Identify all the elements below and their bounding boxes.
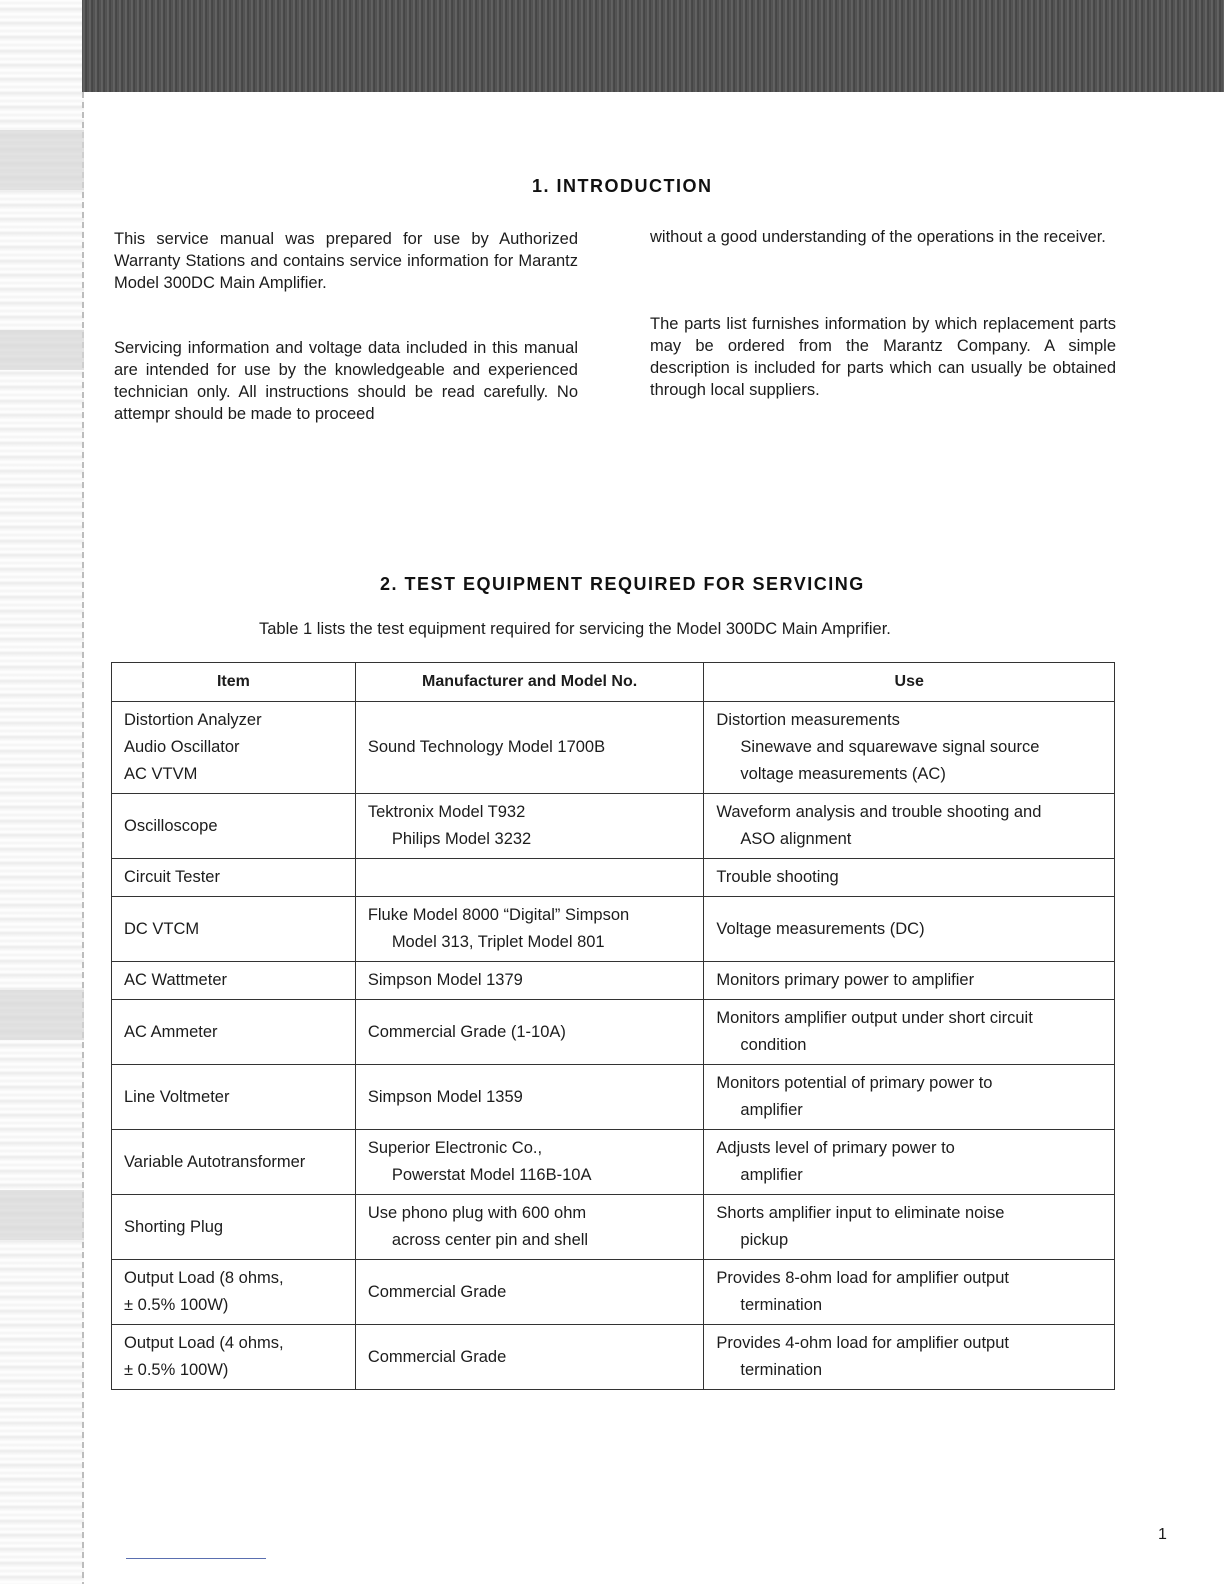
table-row — [112, 1260, 1115, 1325]
item-cell-line: AC Ammeter — [124, 1022, 218, 1041]
column-header-use: Use — [704, 663, 1115, 702]
manufacturer-cell-line: Powerstat Model 116B-10A — [391, 1166, 592, 1184]
item-cell-line: Variable Autotransformer — [124, 1152, 306, 1171]
manufacturer-cell-line: Fluke Model 8000 “Digital” Simpson — [367, 906, 630, 924]
test-equipment-heading: 2. TEST EQUIPMENT REQUIRED FOR SERVICING — [380, 574, 865, 594]
manufacturer-cell — [355, 1195, 704, 1260]
use-cell-line: voltage measurements (AC) — [740, 765, 946, 783]
table-row — [112, 1065, 1115, 1130]
use-cell — [704, 1065, 1115, 1130]
test-equipment-table — [111, 662, 1115, 1390]
manufacturer-cell — [355, 1065, 704, 1130]
scan-smudge — [0, 1190, 84, 1240]
use-cell-line: Voltage measurements (DC) — [716, 919, 925, 938]
item-cell — [112, 1000, 356, 1065]
use-cell-line: Provides 8-ohm load for amplifier output — [716, 1269, 1009, 1287]
manufacturer-cell-line: Model 313, Triplet Model 801 — [391, 933, 605, 951]
item-cell-line: Circuit Tester — [124, 868, 220, 886]
use-cell — [704, 1325, 1115, 1390]
item-cell — [112, 794, 356, 859]
item-cell-line: ± 0.5% 100W) — [124, 1296, 229, 1314]
manufacturer-cell-line: Commercial Grade — [367, 1282, 507, 1301]
item-cell-line: AC VTVM — [124, 765, 198, 783]
scan-smudge — [0, 130, 84, 190]
table-row — [112, 794, 1115, 859]
manufacturer-cell — [355, 962, 704, 1000]
item-cell — [112, 1260, 356, 1325]
intro-left-paragraph-1: This service manual was prepared for use by Authorized Warranty Stations and contains service information for Marantz Model 300DC Main Amplifier. — [114, 230, 578, 292]
item-cell — [112, 859, 356, 897]
use-cell — [704, 897, 1115, 962]
use-cell-line: amplifier — [740, 1101, 803, 1119]
use-cell — [704, 962, 1115, 1000]
use-cell-line: Adjusts level of primary power to — [716, 1139, 955, 1157]
use-cell-line: termination — [740, 1296, 823, 1314]
use-cell-line: termination — [740, 1361, 823, 1379]
manufacturer-cell-line: Sound Technology Model 1700B — [367, 738, 606, 756]
manufacturer-cell — [355, 794, 704, 859]
manufacturer-cell-line: Commercial Grade — [367, 1347, 507, 1366]
manufacturer-cell — [355, 1000, 704, 1065]
manufacturer-cell — [355, 897, 704, 962]
item-cell-line: Line Voltmeter — [124, 1087, 230, 1106]
item-cell-line: AC Wattmeter — [124, 971, 227, 989]
item-cell-line: Oscilloscope — [124, 816, 218, 835]
use-cell-line: condition — [740, 1036, 807, 1054]
manufacturer-cell-line: Simpson Model 1359 — [367, 1087, 523, 1106]
table-row — [112, 1195, 1115, 1260]
item-cell-line: Shorting Plug — [124, 1217, 224, 1236]
manufacturer-cell-line: Simpson Model 1379 — [367, 971, 523, 989]
intro-left-paragraph-2: Servicing information and voltage data included in this manual are intended for use by the knowledgeable and experienced technician only. All instructions should be read carefully. No attempr should be made to proceed — [114, 339, 578, 423]
scan-smudge — [0, 990, 84, 1040]
scan-left-margin — [0, 0, 84, 1584]
item-cell — [112, 702, 356, 794]
table-row — [112, 859, 1115, 897]
use-cell — [704, 1130, 1115, 1195]
manufacturer-cell — [355, 1260, 704, 1325]
item-cell — [112, 962, 356, 1000]
manufacturer-cell — [355, 859, 704, 897]
use-cell-line: Waveform analysis and trouble shooting and — [716, 803, 1042, 821]
use-cell-line: Shorts amplifier input to eliminate noise — [716, 1204, 1005, 1222]
table-row — [112, 1130, 1115, 1195]
use-cell-line: Provides 4-ohm load for amplifier output — [716, 1334, 1009, 1352]
table-header-row — [112, 663, 1115, 702]
item-cell-line: Distortion Analyzer — [124, 711, 262, 729]
scan-smudge — [0, 330, 84, 370]
introduction-heading: 1. INTRODUCTION — [532, 176, 713, 196]
use-cell-line: pickup — [740, 1231, 789, 1249]
table-body — [112, 702, 1115, 1390]
use-cell-line: Monitors potential of primary power to — [716, 1074, 993, 1092]
manufacturer-cell — [355, 1325, 704, 1390]
table-row — [112, 962, 1115, 1000]
item-cell — [112, 897, 356, 962]
use-cell-line: ASO alignment — [740, 830, 852, 848]
item-cell-line: Output Load (8 ohms, — [124, 1269, 284, 1287]
intro-right-paragraph-2: The parts list furnishes information by which replacement parts may be ordered from the Marantz Company. A simple description is included for parts which can usually be obtained through local suppliers. — [650, 315, 1116, 399]
intro-right-paragraph-1: without a good understanding of the operations in the receiver. — [650, 228, 1106, 246]
manufacturer-cell-line: Philips Model 3232 — [391, 830, 532, 848]
item-cell — [112, 1195, 356, 1260]
use-cell-line: Monitors primary power to amplifier — [716, 971, 975, 989]
item-cell — [112, 1325, 356, 1390]
use-cell — [704, 702, 1115, 794]
use-cell — [704, 794, 1115, 859]
use-cell — [704, 1000, 1115, 1065]
manufacturer-cell-line: Commercial Grade (1-10A) — [367, 1022, 566, 1041]
use-cell-line: Trouble shooting — [716, 868, 839, 886]
item-cell — [112, 1065, 356, 1130]
item-cell — [112, 1130, 356, 1195]
footer-rule — [126, 1558, 266, 1559]
use-cell-line: Monitors amplifier output under short circuit — [716, 1009, 1033, 1027]
table-row — [112, 1325, 1115, 1390]
manufacturer-cell-line: Use phono plug with 600 ohm — [367, 1204, 587, 1222]
table-row — [112, 702, 1115, 794]
item-cell-line: Audio Oscillator — [124, 738, 240, 756]
use-cell-line: amplifier — [740, 1166, 803, 1184]
column-header-manufacturer: Manufacturer and Model No. — [355, 663, 704, 702]
table-row — [112, 1000, 1115, 1065]
table-row — [112, 897, 1115, 962]
use-cell — [704, 859, 1115, 897]
page-number: 1 — [1158, 1526, 1167, 1543]
item-cell-line: DC VTCM — [124, 919, 200, 938]
use-cell-line: Sinewave and squarewave signal source — [740, 738, 1040, 756]
manufacturer-cell-line: Tektronix Model T932 — [367, 803, 526, 821]
use-cell-line: Distortion measurements — [716, 711, 900, 729]
manufacturer-cell — [355, 1130, 704, 1195]
column-header-item: Item — [112, 663, 356, 702]
manufacturer-cell-line: across center pin and shell — [391, 1231, 589, 1249]
use-cell — [704, 1195, 1115, 1260]
use-cell — [704, 1260, 1115, 1325]
manufacturer-cell — [355, 702, 704, 794]
item-cell-line: ± 0.5% 100W) — [124, 1361, 229, 1379]
table-caption: Table 1 lists the test equipment required for servicing the Model 300DC Main Amprifier. — [259, 620, 891, 638]
manufacturer-cell-line: Superior Electronic Co., — [367, 1139, 543, 1157]
scan-top-band — [82, 0, 1224, 92]
item-cell-line: Output Load (4 ohms, — [124, 1334, 284, 1352]
